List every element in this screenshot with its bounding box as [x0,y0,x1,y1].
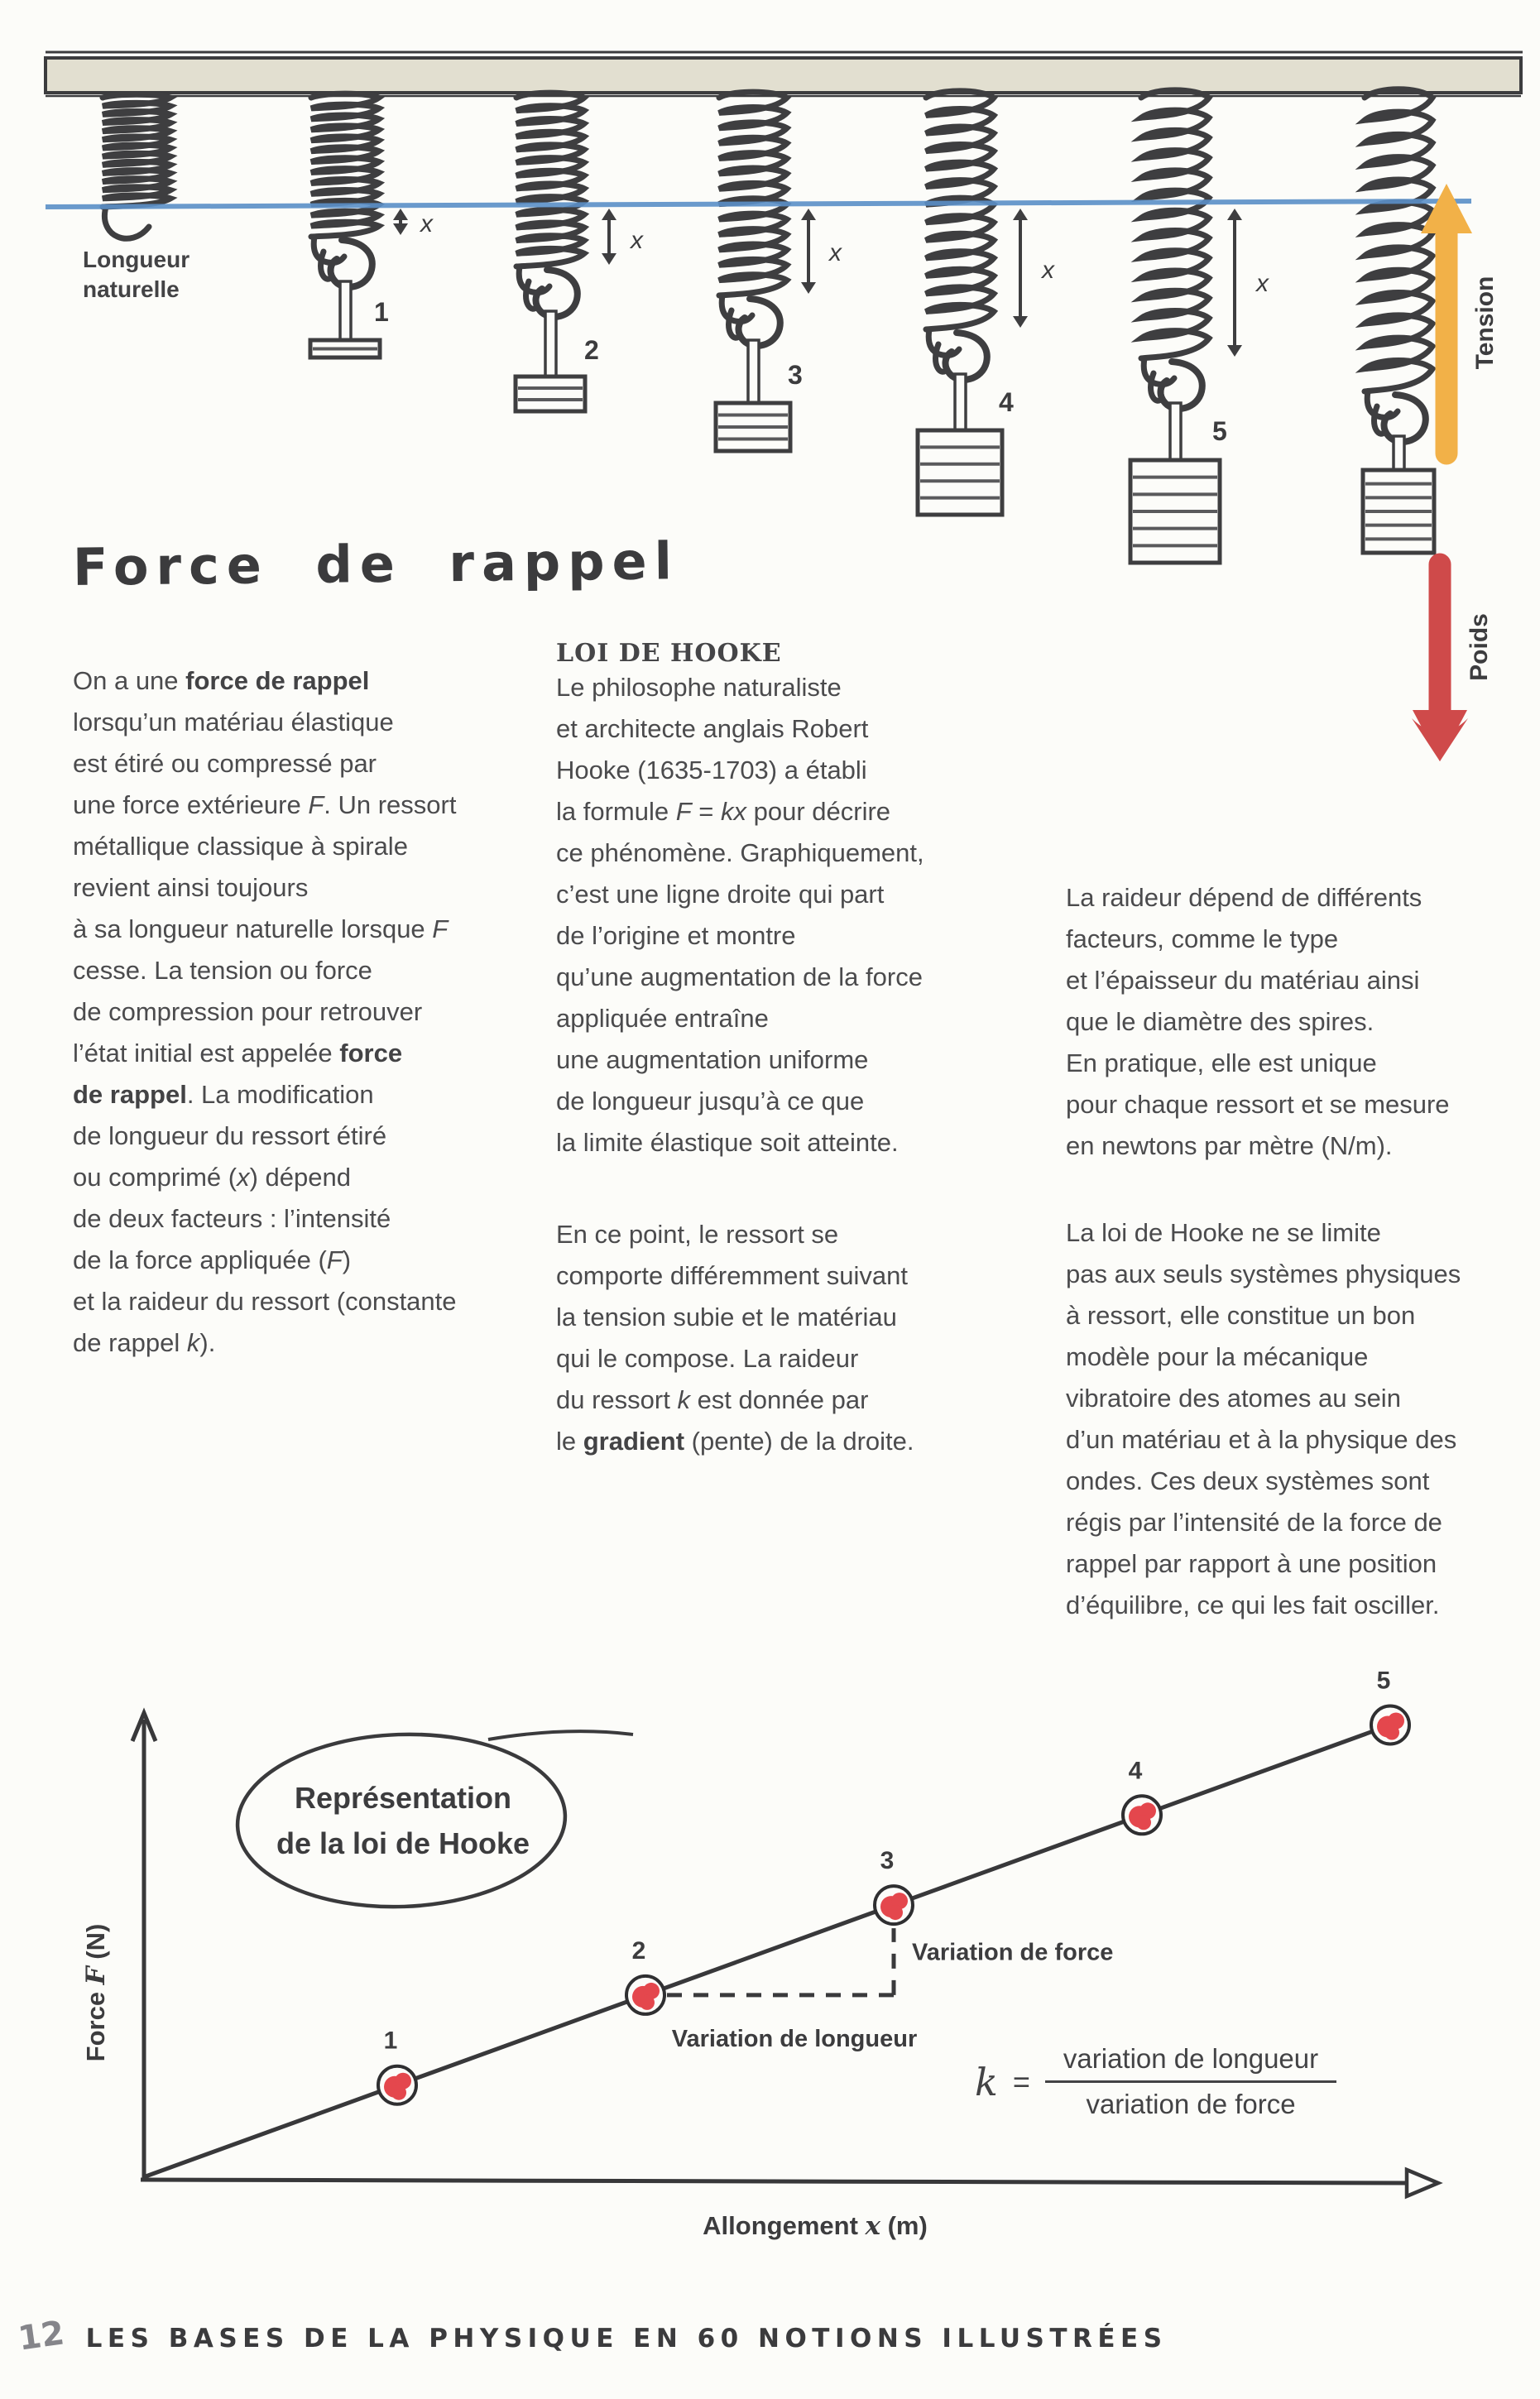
point-label: 2 [631,1936,646,1965]
text-line: Hooke (1635-1703) a établi [556,756,867,784]
extension-arrowhead-down [602,253,616,265]
text-line: revient ainsi toujours [73,873,309,902]
text-line: de longueur jusqu’à ce que [556,1087,865,1116]
bubble-line1: Représentation [294,1781,512,1815]
poids-label: Poids [1466,613,1493,681]
hooke-graph [0,1647,1540,2334]
text-line: de la force appliquée (F) [73,1245,352,1274]
text-line: de deux facteurs : l’intensité [73,1204,391,1233]
ceiling-bar [46,58,1521,93]
extension-arrowhead-down [393,223,408,235]
x-axis-title: Allongement x (m) [703,2211,928,2241]
spring-coil [719,92,787,295]
data-point [626,1937,664,2014]
extension-arrowhead-up [1013,209,1028,220]
extension-arrowhead-up [393,209,408,220]
text-line: de longueur du ressort étiré [73,1121,387,1150]
text-line: et l’épaisseur du matériau ainsi [1066,966,1420,995]
weight-block [918,430,1002,515]
spring [310,94,434,357]
natural-length-label [83,245,190,305]
text-line: facteurs, comme le type [1066,924,1339,953]
formula-numerator: variation de longueur [1045,2041,1336,2083]
spring-number: 1 [374,297,389,327]
text-line: d’équilibre, ce qui les fait osciller. [1066,1591,1440,1619]
text-line: lorsqu’un matériau élastique [73,708,394,736]
extension-x-label: x [420,210,433,238]
text-line: une augmentation uniforme [556,1045,869,1074]
page-footer [16,2314,1168,2358]
spring [103,94,170,238]
hooke-bubble [234,1729,633,1912]
point-blob [1136,1815,1151,1830]
spring-coil [926,91,994,329]
point-label: 4 [1128,1757,1143,1785]
hooke-law-heading: LOI DE HOOKE [556,639,782,668]
text-line: cesse. La tension ou force [73,956,372,985]
text-line: ondes. Ces deux systèmes sont [1066,1466,1430,1495]
column-2-para-1 [556,667,1053,1164]
column-3-para-2 [1066,1212,1540,1626]
data-point [1371,1667,1409,1744]
formula-denominator: variation de force [1086,2089,1296,2119]
point-blob [888,1905,903,1920]
extension-x-label: x [829,239,842,266]
text-line: l’état initial est appelée force [73,1039,403,1068]
text-line: et la raideur du ressort (constante [73,1287,457,1316]
y-axis-title: Force F (N) [81,1923,111,2062]
natural-length-line1: Longueur [83,247,190,272]
text-line: rappel par rapport à une position [1066,1549,1437,1578]
page-number: 12 [16,2314,67,2358]
text-line: à sa longueur naturelle lorsque F [73,914,449,943]
data-point [378,2027,416,2104]
spring-number: 2 [584,335,599,365]
text-line: La raideur dépend de différents [1066,883,1422,912]
text-line: de compression pour retrouver [73,997,423,1026]
formula-fraction [1045,2041,1336,2123]
point-label: 1 [383,2027,398,2055]
text-line: d’un matériau et à la physique des [1066,1425,1457,1454]
extension-arrowhead-up [1227,209,1242,220]
tension-label: Tension [1471,276,1499,370]
extension-arrowhead-up [801,209,816,220]
point-label: 3 [880,1847,895,1875]
column-1 [73,660,569,1364]
x-axis-arrowhead [1407,2170,1438,2196]
data-point [875,1847,913,1924]
text-line: qui le compose. La raideur [556,1344,859,1373]
text-line: En pratique, elle est unique [1066,1048,1377,1077]
text-line: la tension subie et le matériau [556,1303,897,1331]
point-blob [391,2085,406,2100]
spring-coil [311,94,379,237]
page-title: Force de rappel [72,530,680,597]
spring-coil [1365,89,1432,391]
spring-number: 5 [1212,416,1227,446]
text-line: modèle pour la mécanique [1066,1342,1369,1371]
text-line: le gradient (pente) de la droite. [556,1427,914,1456]
point-label: 5 [1376,1667,1391,1695]
extension-x-label: x [631,227,643,254]
text-line: de l’origine et montre [556,921,796,950]
text-line: est étiré ou compressé par [73,749,377,778]
text-line: du ressort k est donnée par [556,1385,869,1414]
weight-rod [1170,403,1181,460]
formula-equals: = [1012,2064,1030,2099]
natural-length-line2: naturelle [83,276,180,302]
text-line: La loi de Hooke ne se limite [1066,1218,1381,1247]
text-line: pas aux seuls systèmes physiques [1066,1259,1461,1288]
text-line: En ce point, le ressort se [556,1220,839,1249]
spring [1130,90,1269,563]
text-line: vibratoire des atomes au sein [1066,1384,1401,1413]
spring [1363,89,1434,553]
text-line: régis par l’intensité de la force de [1066,1508,1442,1537]
text-line: On a une force de rappel [73,666,370,695]
spring [516,93,644,411]
spring [716,92,842,451]
bubble-line2: de la loi de Hooke [276,1826,530,1860]
springs-group [103,89,1434,563]
text-line: qu’une augmentation de la force [556,962,923,991]
spring-end-curl [104,207,149,238]
text-line: c’est une ligne droite qui part [556,880,885,909]
gradient-formula [975,2041,1336,2123]
variation-de-force-label: Variation de force [912,1939,1114,1966]
text-line: comporte différemment suivant [556,1261,909,1290]
weight-rod [545,311,556,377]
extension-arrowhead-down [1013,316,1028,328]
text-line: que le diamètre des spires. [1066,1007,1374,1036]
extension-x-label: x [1256,270,1269,297]
weight-arrow [1412,564,1468,761]
spring-number: 4 [999,387,1014,417]
extension-arrowhead-up [602,209,616,220]
text-line: une force extérieure F. Un ressort [73,790,457,819]
point-blob [1384,1725,1399,1739]
data-point [1123,1757,1161,1834]
text-line: la limite élastique soit atteinte. [556,1128,899,1157]
text-line: et architecte anglais Robert [556,714,869,743]
text-line: ou comprimé (x) dépend [73,1163,351,1192]
spring-coil [1141,90,1209,358]
weight-rod [340,281,351,340]
spring-coil [516,93,584,266]
footer-title: LES BASES DE LA PHYSIQUE EN 60 NOTIONS ILLUSTRÉES [85,2324,1168,2353]
spring-coil [103,94,170,207]
column-2-para-2 [556,1214,1053,1462]
text-line: en newtons par mètre (N/m). [1066,1131,1393,1160]
text-line: métallique classique à spirale [73,832,408,861]
weight-block [516,377,585,411]
bubble-tail [488,1731,633,1739]
extension-x-label: x [1042,257,1054,284]
natural-length-line [46,201,1471,207]
formula-k: k [975,2059,998,2104]
text-line: de rappel. La modification [73,1080,374,1109]
weight-rod [748,340,759,403]
x-axis [141,2180,1407,2183]
text-line: de rappel k). [73,1328,216,1357]
text-line: Le philosophe naturaliste [556,673,842,702]
text-line: ce phénomène. Graphiquement, [556,838,924,867]
text-line: la formule F = kx pour décrire [556,797,891,826]
spring [918,91,1055,515]
column-3-para-1 [1066,877,1540,1167]
point-blob [640,1995,655,2010]
text-line: pour chaque ressort et se mesure [1066,1090,1450,1119]
weight-rod [1394,436,1404,470]
variation-de-longueur-label: Variation de longueur [671,2025,918,2052]
weight-rod [955,374,966,430]
extension-arrowhead-down [1227,345,1242,357]
spring-number: 3 [788,360,803,390]
text-line: appliquée entraîne [556,1004,769,1033]
bubble-ellipse [234,1729,568,1912]
extension-arrowhead-down [801,282,816,294]
text-line: à ressort, elle constitue un bon [1066,1301,1416,1330]
